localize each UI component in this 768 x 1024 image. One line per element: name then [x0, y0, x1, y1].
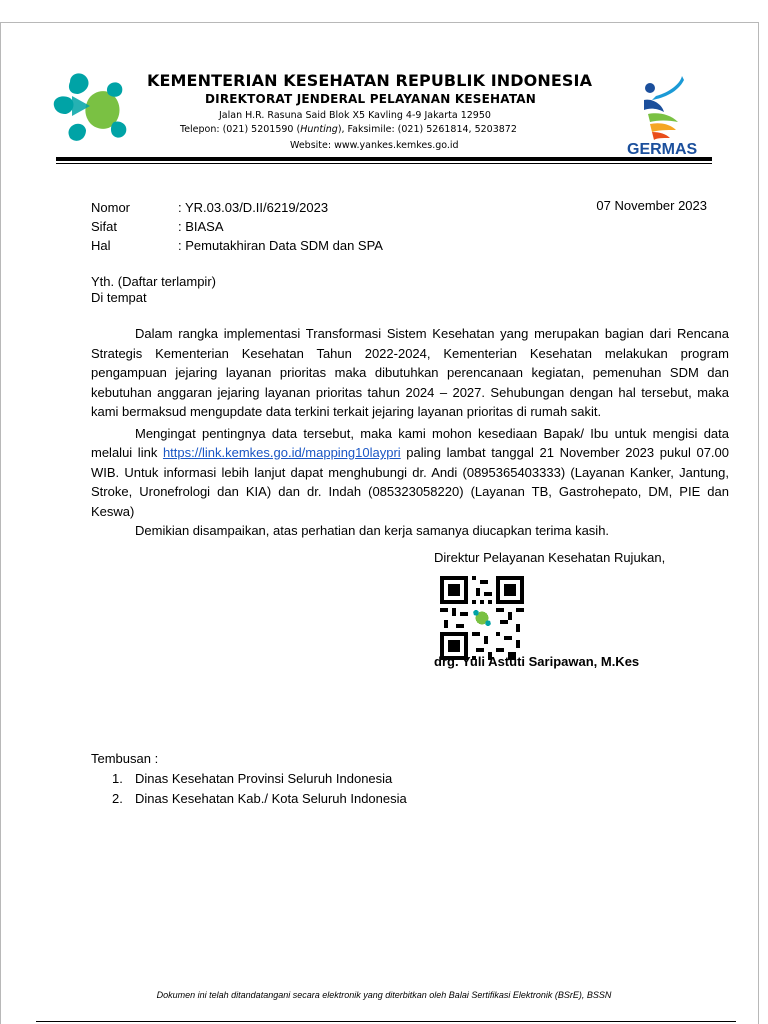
signature-title: Direktur Pelayanan Kesehatan Rujukan,	[434, 550, 666, 565]
subject-label: Hal	[91, 238, 111, 253]
ministry-logo-icon	[50, 66, 140, 152]
germas-label: GERMAS	[627, 141, 698, 154]
fax-suffix: ), Faksimile: (021) 5261814, 5203872	[337, 124, 517, 135]
recipient-line: Yth. (Daftar terlampir)	[91, 274, 216, 289]
letter-date: 07 November 2023	[596, 198, 707, 213]
ministry-contact	[180, 124, 616, 135]
nature-label: Sifat	[91, 219, 118, 234]
meta-number-row	[91, 198, 383, 217]
list-item-text: Dinas Kesehatan Kab./ Kota Seluruh Indonesia	[135, 791, 407, 806]
nature-value: : BIASA	[178, 219, 224, 234]
list-item-number: 2.	[112, 791, 123, 806]
ministry-website: Website: www.yankes.kemkes.go.id	[290, 140, 459, 151]
list-item	[91, 789, 407, 809]
germas-logo-icon	[622, 70, 712, 154]
number-label: Nomor	[91, 200, 131, 215]
data-form-link[interactable]: https://link.kemkes.go.id/mapping10laypri	[162, 445, 401, 460]
paragraph-2-text-after: paling lambat tanggal 21 November 2023 pukul 07.00 WIB. Untuk informasi lebih lanjut dapat menghubungi dr. Andi (0895365403333) (Layanan Kanker, Jantung, Stroke, Uronefrologi dan KIA) dan dr. Indah (085323058220) (Layanan TB, Gastrohepato, DM, PIE dan Keswa)	[91, 445, 730, 519]
cc-list	[91, 769, 407, 809]
recipient-place: Di tempat	[91, 290, 147, 305]
number-value: : YR.03.03/D.II/6219/2023	[178, 200, 329, 215]
ministry-address: Jalan H.R. Rasuna Said Blok X5 Kavling 4-9 Jakarta 12950	[219, 110, 491, 121]
carbon-copy	[91, 749, 407, 809]
letter-meta	[91, 198, 383, 255]
letterhead	[146, 71, 616, 151]
body-paragraph-3: Demikian disampaikan, atas perhatian dan kerja samanya diucapkan terima kasih.	[135, 523, 610, 538]
footer-rule	[36, 1021, 736, 1022]
qr-code-icon	[440, 576, 524, 660]
recipient	[91, 274, 216, 306]
ministry-name: KEMENTERIAN KESEHATAN REPUBLIK INDONESIA	[147, 71, 593, 90]
list-item	[91, 769, 407, 789]
header-rule-thin	[56, 163, 712, 164]
paragraph-2-text-before: Mengingat pentingnya data tersebut, maka kami mohon kesediaan Bapak/ Ibu untuk mengisi data melalui link	[91, 425, 729, 460]
signer-name: drg. Yuli Astuti Saripawan, M.Kes	[434, 654, 640, 669]
subject-value: : Pemutakhiran Data SDM dan SPA	[178, 238, 383, 253]
phone-hunting: Hunting	[300, 124, 338, 135]
electronic-signature-note: Dokumen ini telah ditandatangani secara elektronik yang diterbitkan oleh Balai Sertifikasi Elektronik (BSrE), BSSN	[156, 990, 612, 1000]
cc-label: Tembusan :	[91, 751, 159, 766]
header-rule	[56, 157, 712, 161]
letter-body	[91, 324, 729, 541]
list-item-number: 1.	[112, 771, 123, 786]
body-paragraph-2	[91, 424, 729, 522]
meta-nature-row	[91, 217, 383, 236]
list-item-text: Dinas Kesehatan Provinsi Seluruh Indonesia	[135, 771, 393, 786]
meta-subject-row	[91, 236, 383, 255]
body-paragraph-1: Dalam rangka implementasi Transformasi Sistem Kesehatan yang merupakan bagian dari Rencana Strategis Kementerian Kesehatan Tahun 2022-2024, Kementerian Kesehatan melakukan program pengampuan jejaring layanan prioritas maka dibutuhkan perencanaan kegiatan, pemenuhan SDM dan kebutuhan anggaran jejaring layanan prioritas tahun 2024 – 2027. Sehubungan dengan hal tersebut, maka kami bermaksud mengupdate data terkini terkait jejaring layanan prioritas di rumah sakit.	[91, 326, 729, 419]
phone-prefix: Telepon: (021) 5201590 (	[180, 124, 301, 135]
directorate-name: DIREKTORAT JENDERAL PELAYANAN KESEHATAN	[205, 92, 536, 106]
